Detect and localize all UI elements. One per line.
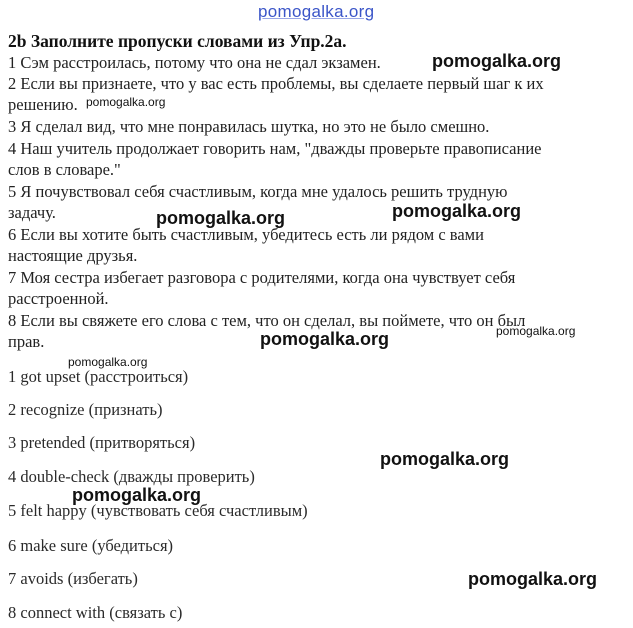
watermark: pomogalka.org — [496, 324, 576, 338]
answer-6: 6 make sure (убедиться) — [8, 536, 174, 555]
sentence-6-line-2: настоящие друзья. — [8, 246, 138, 265]
top-watermark-link[interactable]: pomogalka.org — [258, 2, 375, 21]
watermark: pomogalka.org — [72, 485, 202, 505]
watermark: pomogalka.org — [260, 329, 390, 349]
answer-8: 8 connect with (связать с) — [8, 603, 183, 622]
sentence-4-line-2: слов в словаре." — [8, 160, 121, 179]
watermark: pomogalka.org — [68, 355, 148, 369]
watermark: pomogalka.org — [86, 95, 166, 109]
answer-5: 5 felt happy (чувствовать себя счастливым) — [8, 501, 308, 520]
answer-4: 4 double-check (дважды проверить) — [8, 467, 255, 486]
sentence-4-line-1: 4 Наш учитель продолжает говорить нам, "дважды проверьте правописание — [8, 139, 542, 158]
sentence-7-line-2: расстроенной. — [8, 289, 109, 308]
sentence-7-line-1: 7 Моя сестра избегает разговора с родителями, когда она чувствует себя — [8, 268, 516, 287]
answer-7: 7 avoids (избегать) — [8, 569, 138, 588]
sentence-8-line-1: 8 Если вы свяжете его слова с тем, что он сделал, вы поймете, что он был — [8, 311, 526, 330]
watermark: pomogalka.org — [380, 449, 510, 469]
exercise-heading: 2b Заполните пропуски словами из Упр.2а. — [8, 31, 347, 51]
sentence-5-line-2: задачу. — [8, 203, 56, 222]
sentence-1-line-1: 1 Сэм расстроилась, потому что она не сдал экзамен. — [8, 53, 381, 72]
answer-2: 2 recognize (признать) — [8, 400, 163, 419]
sentence-5-line-1: 5 Я почувствовал себя счастливым, когда мне удалось решить трудную — [8, 182, 508, 201]
sentence-8-line-2: прав. — [8, 332, 45, 351]
sentence-6-line-1: 6 Если вы хотите быть счастливым, убедитесь есть ли рядом с вами — [8, 225, 484, 244]
sentence-2-line-2: решению. — [8, 95, 78, 114]
answer-3: 3 pretended (притворяться) — [8, 433, 196, 452]
answer-1: 1 got upset (расстроиться) — [8, 367, 189, 386]
watermark: pomogalka.org — [468, 569, 598, 589]
watermark: pomogalka.org — [156, 208, 286, 228]
sentence-2-line-1: 2 Если вы признаете, что у вас есть проблемы, вы сделаете первый шаг к их — [8, 74, 544, 93]
sentence-3-line-1: 3 Я сделал вид, что мне понравилась шутка, но это не было смешно. — [8, 117, 490, 136]
watermark: pomogalka.org — [392, 201, 522, 221]
watermark: pomogalka.org — [432, 51, 562, 71]
